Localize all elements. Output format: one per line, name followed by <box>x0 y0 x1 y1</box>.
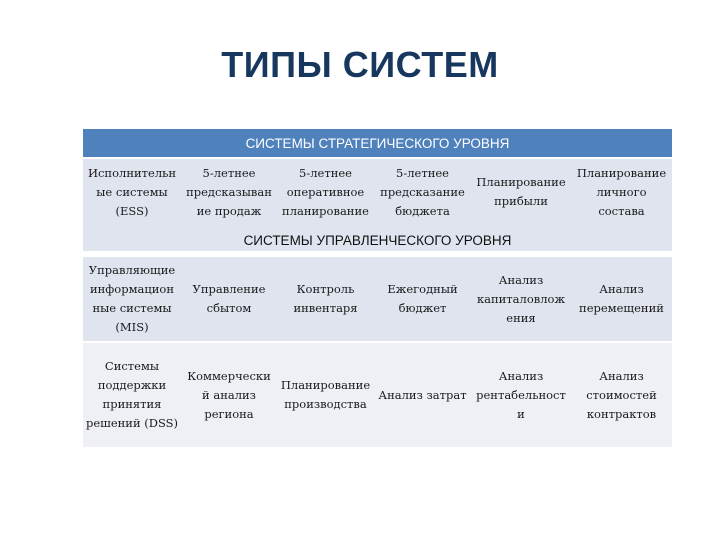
table-cell: Ежегодный бюджет <box>387 282 458 315</box>
table-cell: Планирование прибыли <box>476 175 566 208</box>
table-row-dss <box>83 343 672 447</box>
table-cell: Анализ затрат <box>378 387 467 402</box>
table-cell: Анализ стоимостей контрактов <box>586 368 657 421</box>
table-cell: Анализ капиталовлож ения <box>476 272 566 325</box>
row-label: Управляющие информацион ные системы (MIS) <box>88 263 176 334</box>
table-cell: 5-летнее предсказание бюджета <box>380 165 465 218</box>
table-cell: Управление сбытом <box>192 282 266 315</box>
table-cell: Планирование производства <box>280 378 371 411</box>
table-cell: Анализ перемещений <box>579 282 664 315</box>
slide-title: ТИПЫ СИСТЕМ <box>221 44 499 85</box>
table-cell: 5-летнее предсказыван ие продаж <box>186 165 272 218</box>
row-label: Исполнительн ые системы (ESS) <box>87 165 177 218</box>
table-cell: Планирование личного состава <box>576 165 667 218</box>
strategic-level-header: СИСТЕМЫ СТРАТЕГИЧЕСКОГО УРОВНЯ <box>83 129 672 157</box>
managerial-level-header: СИСТЕМЫ УПРАВЛЕНЧЕСКОГО УРОВНЯ <box>243 232 512 248</box>
table-cell: Коммерчески й анализ региона <box>187 368 271 421</box>
table-row-mis <box>83 257 672 341</box>
table-cell: Контроль инвентаря <box>293 282 358 315</box>
table-cell: Анализ рентабельност и <box>476 368 566 421</box>
table-row-ess <box>83 159 672 225</box>
row-label: Системы поддержки принятия решений (DSS) <box>85 359 179 430</box>
table-cell: 5-летнее оперативное планирование <box>282 165 369 218</box>
